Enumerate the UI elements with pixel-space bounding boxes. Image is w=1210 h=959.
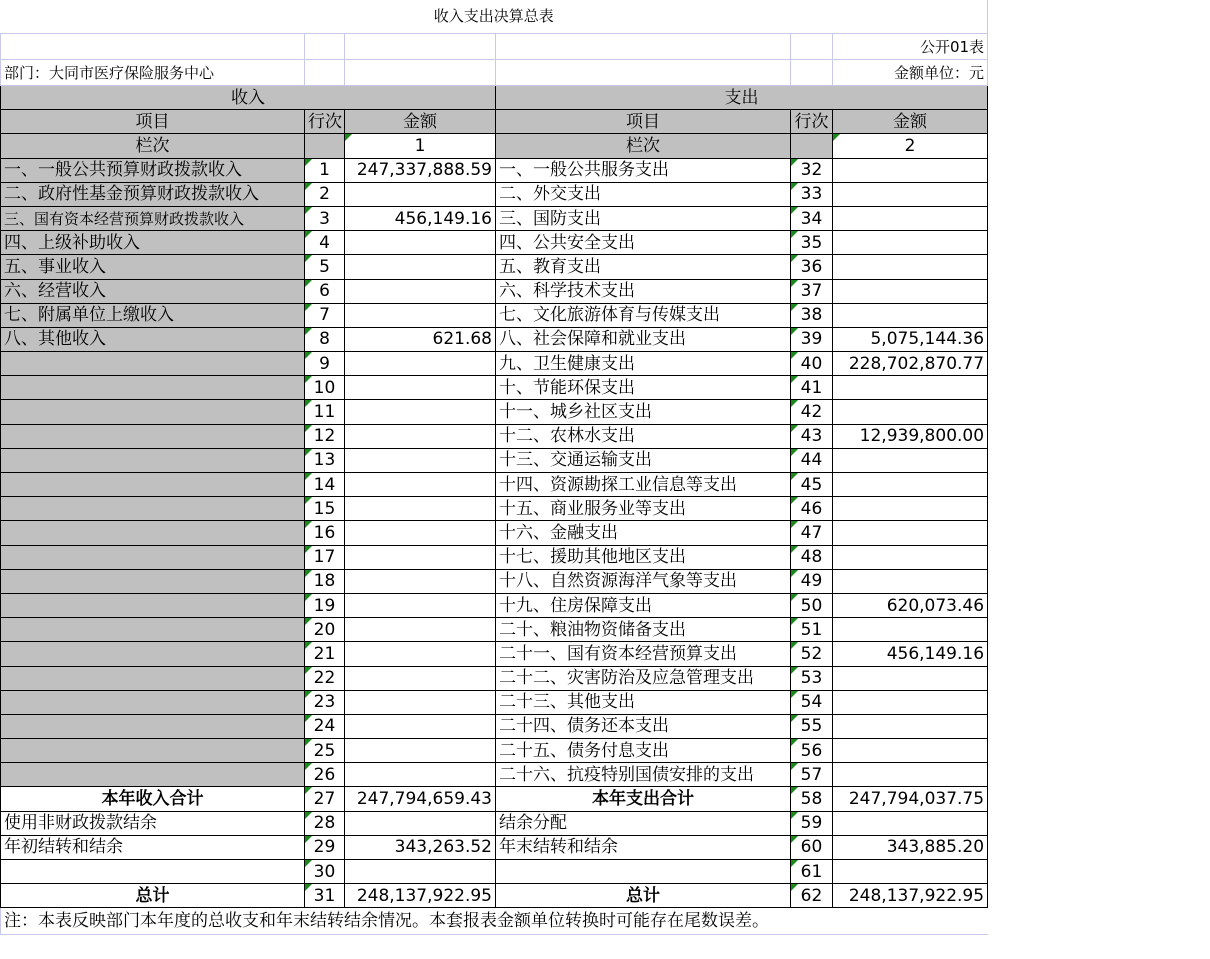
expense-item: 十五、商业服务业等支出	[496, 497, 791, 521]
expense-amount	[833, 497, 988, 521]
income-line: 2	[305, 182, 345, 206]
table-row	[1, 158, 988, 182]
expense-summary-amount	[833, 860, 988, 884]
income-summary-item: 总计	[1, 884, 305, 908]
income-amount	[345, 763, 496, 787]
expense-summary-amount	[833, 811, 988, 835]
expense-amount	[833, 182, 988, 206]
income-amount	[345, 739, 496, 763]
income-amount	[345, 497, 496, 521]
income-summary-amount	[345, 860, 496, 884]
expense-summary-line: 58	[791, 787, 833, 811]
income-item	[1, 569, 305, 593]
income-summary-item: 本年收入合计	[1, 787, 305, 811]
income-item	[1, 618, 305, 642]
income-line: 20	[305, 618, 345, 642]
page-title: 收入支出决算总表	[1, 0, 988, 34]
expense-line: 48	[791, 545, 833, 569]
table-row	[1, 182, 988, 206]
expense-item: 九、卫生健康支出	[496, 352, 791, 376]
income-item	[1, 400, 305, 424]
expense-lanci-label: 栏次	[496, 134, 791, 158]
expense-item: 二十四、债务还本支出	[496, 714, 791, 738]
income-amount	[345, 231, 496, 255]
expense-amount: 456,149.16	[833, 642, 988, 666]
expense-amount	[833, 376, 988, 400]
income-line: 5	[305, 255, 345, 279]
income-item	[1, 763, 305, 787]
expense-amount	[833, 279, 988, 303]
expense-summary-line: 59	[791, 811, 833, 835]
income-summary-amount	[345, 811, 496, 835]
expense-item: 三、国防支出	[496, 206, 791, 230]
income-amount	[345, 400, 496, 424]
expense-amount: 620,073.46	[833, 593, 988, 617]
income-item	[1, 714, 305, 738]
department-label: 部门：大同市医疗保险服务中心	[1, 60, 305, 86]
income-line: 23	[305, 690, 345, 714]
income-summary-item: 使用非财政拨款结余	[1, 811, 305, 835]
income-item: 六、经营收入	[1, 279, 305, 303]
expense-amount	[833, 303, 988, 327]
income-line: 3	[305, 206, 345, 230]
expense-amount	[833, 739, 988, 763]
income-item	[1, 448, 305, 472]
income-summary-amount: 247,794,659.43	[345, 787, 496, 811]
income-line: 10	[305, 376, 345, 400]
table-row	[1, 231, 988, 255]
income-lanci-label: 栏次	[1, 134, 305, 158]
expense-summary-item: 本年支出合计	[496, 787, 791, 811]
expense-item: 二十、粮油物资储备支出	[496, 618, 791, 642]
income-line: 6	[305, 279, 345, 303]
income-item: 五、事业收入	[1, 255, 305, 279]
income-item	[1, 497, 305, 521]
income-summary-item	[1, 860, 305, 884]
expense-item: 十四、资源勘探工业信息等支出	[496, 473, 791, 497]
table-row	[1, 714, 988, 738]
expense-item: 十九、住房保障支出	[496, 593, 791, 617]
expense-item: 十一、城乡社区支出	[496, 400, 791, 424]
table-row	[1, 739, 988, 763]
income-amount	[345, 690, 496, 714]
income-line: 15	[305, 497, 345, 521]
income-line: 8	[305, 327, 345, 351]
expense-item: 六、科学技术支出	[496, 279, 791, 303]
expense-summary-amount: 343,885.20	[833, 835, 988, 859]
income-line: 9	[305, 352, 345, 376]
expense-line: 43	[791, 424, 833, 448]
summary-row	[1, 787, 988, 811]
expense-summary-line: 60	[791, 835, 833, 859]
income-amount	[345, 352, 496, 376]
expense-item: 十八、自然资源海洋气象等支出	[496, 569, 791, 593]
expense-amount-header: 金额	[833, 110, 988, 134]
income-line: 7	[305, 303, 345, 327]
income-item: 三、国有资本经营预算财政拨款收入	[1, 206, 305, 230]
income-item	[1, 739, 305, 763]
expense-line: 39	[791, 327, 833, 351]
summary-row	[1, 811, 988, 835]
expense-item: 二十六、抗疫特别国债安排的支出	[496, 763, 791, 787]
income-amount	[345, 473, 496, 497]
expense-amount	[833, 255, 988, 279]
expense-line: 41	[791, 376, 833, 400]
income-item: 八、其他收入	[1, 327, 305, 351]
income-summary-line: 27	[305, 787, 345, 811]
expense-lanci-no: 2	[833, 134, 988, 158]
income-summary-line: 31	[305, 884, 345, 908]
expense-item-header: 项目	[496, 110, 791, 134]
income-item: 二、政府性基金预算财政拨款收入	[1, 182, 305, 206]
table-row	[1, 545, 988, 569]
expense-line: 44	[791, 448, 833, 472]
income-amount	[345, 618, 496, 642]
expense-line: 40	[791, 352, 833, 376]
expense-summary-item: 总计	[496, 884, 791, 908]
expense-line: 57	[791, 763, 833, 787]
table-row	[1, 763, 988, 787]
expense-line: 36	[791, 255, 833, 279]
expense-line: 52	[791, 642, 833, 666]
table-row	[1, 618, 988, 642]
expense-amount	[833, 618, 988, 642]
income-item: 一、一般公共预算财政拨款收入	[1, 158, 305, 182]
expense-summary-line: 61	[791, 860, 833, 884]
expense-item: 五、教育支出	[496, 255, 791, 279]
expense-line: 46	[791, 497, 833, 521]
table-row	[1, 376, 988, 400]
expense-item: 十二、农林水支出	[496, 424, 791, 448]
table-row	[1, 424, 988, 448]
expense-line: 35	[791, 231, 833, 255]
expense-line: 56	[791, 739, 833, 763]
income-line: 22	[305, 666, 345, 690]
expense-summary-amount: 248,137,922.95	[833, 884, 988, 908]
expense-line: 49	[791, 569, 833, 593]
income-summary-line: 28	[305, 811, 345, 835]
income-line: 21	[305, 642, 345, 666]
table-row	[1, 303, 988, 327]
income-line: 13	[305, 448, 345, 472]
unit-label: 金额单位：元	[833, 60, 988, 86]
income-line: 18	[305, 569, 345, 593]
expense-line: 38	[791, 303, 833, 327]
expense-line: 47	[791, 521, 833, 545]
expense-line: 55	[791, 714, 833, 738]
income-item	[1, 690, 305, 714]
expense-amount	[833, 545, 988, 569]
income-amount-header: 金额	[345, 110, 496, 134]
table-row	[1, 593, 988, 617]
expense-amount	[833, 569, 988, 593]
expense-line: 37	[791, 279, 833, 303]
income-amount	[345, 569, 496, 593]
expense-line: 32	[791, 158, 833, 182]
expense-header: 支出	[496, 86, 988, 110]
income-line: 16	[305, 521, 345, 545]
income-amount	[345, 521, 496, 545]
income-line-header: 行次	[305, 110, 345, 134]
expense-item: 二十五、债务付息支出	[496, 739, 791, 763]
income-amount	[345, 182, 496, 206]
income-summary-amount: 248,137,922.95	[345, 884, 496, 908]
table-row	[1, 448, 988, 472]
expense-item: 一、一般公共服务支出	[496, 158, 791, 182]
expense-item: 二十三、其他支出	[496, 690, 791, 714]
form-code: 公开01表	[833, 34, 988, 60]
income-line: 11	[305, 400, 345, 424]
income-item	[1, 666, 305, 690]
income-amount: 456,149.16	[345, 206, 496, 230]
table-row	[1, 473, 988, 497]
expense-item: 二十二、灾害防治及应急管理支出	[496, 666, 791, 690]
summary-row	[1, 835, 988, 859]
expense-item: 十三、交通运输支出	[496, 448, 791, 472]
expense-summary-item	[496, 860, 791, 884]
income-summary-amount: 343,263.52	[345, 835, 496, 859]
expense-amount	[833, 763, 988, 787]
income-line: 14	[305, 473, 345, 497]
expense-item: 七、文化旅游体育与传媒支出	[496, 303, 791, 327]
income-item	[1, 424, 305, 448]
income-amount	[345, 279, 496, 303]
expense-amount	[833, 206, 988, 230]
table-row	[1, 400, 988, 424]
income-amount	[345, 714, 496, 738]
income-line: 4	[305, 231, 345, 255]
expense-item: 十六、金融支出	[496, 521, 791, 545]
expense-amount	[833, 400, 988, 424]
income-item	[1, 521, 305, 545]
income-header: 收入	[1, 86, 496, 110]
summary-row	[1, 860, 988, 884]
table-row	[1, 666, 988, 690]
expense-line: 34	[791, 206, 833, 230]
income-line: 12	[305, 424, 345, 448]
table-row	[1, 690, 988, 714]
expense-amount	[833, 231, 988, 255]
expense-amount	[833, 690, 988, 714]
expense-item: 四、公共安全支出	[496, 231, 791, 255]
income-item: 七、附属单位上缴收入	[1, 303, 305, 327]
expense-item: 十、节能环保支出	[496, 376, 791, 400]
expense-item: 二十一、国有资本经营预算支出	[496, 642, 791, 666]
income-amount	[345, 448, 496, 472]
table-row	[1, 569, 988, 593]
expense-amount	[833, 666, 988, 690]
expense-amount	[833, 448, 988, 472]
summary-row	[1, 884, 988, 908]
expense-amount	[833, 714, 988, 738]
expense-item: 八、社会保障和就业支出	[496, 327, 791, 351]
table-row	[1, 327, 988, 351]
income-item-header: 项目	[1, 110, 305, 134]
table-row	[1, 279, 988, 303]
footnote: 注：本表反映部门本年度的总收支和年末结转结余情况。本套报表金额单位转换时可能存在尾数误差。	[0, 908, 988, 935]
expense-item: 二、外交支出	[496, 182, 791, 206]
income-line: 19	[305, 593, 345, 617]
expense-line: 53	[791, 666, 833, 690]
table-row	[1, 255, 988, 279]
income-item	[1, 352, 305, 376]
expense-amount: 12,939,800.00	[833, 424, 988, 448]
income-amount	[345, 303, 496, 327]
table-row	[1, 521, 988, 545]
income-line: 17	[305, 545, 345, 569]
income-item	[1, 376, 305, 400]
income-line: 25	[305, 739, 345, 763]
expense-amount	[833, 473, 988, 497]
expense-amount: 228,702,870.77	[833, 352, 988, 376]
expense-summary-item: 年末结转和结余	[496, 835, 791, 859]
income-line: 1	[305, 158, 345, 182]
income-line: 26	[305, 763, 345, 787]
income-line: 24	[305, 714, 345, 738]
expense-summary-line: 62	[791, 884, 833, 908]
income-amount	[345, 642, 496, 666]
expense-line: 45	[791, 473, 833, 497]
table-row	[1, 352, 988, 376]
expense-summary-item: 结余分配	[496, 811, 791, 835]
expense-amount	[833, 521, 988, 545]
income-summary-item: 年初结转和结余	[1, 835, 305, 859]
income-amount	[345, 376, 496, 400]
expense-line: 42	[791, 400, 833, 424]
income-item	[1, 642, 305, 666]
income-item: 四、上级补助收入	[1, 231, 305, 255]
expense-line: 54	[791, 690, 833, 714]
expense-line: 33	[791, 182, 833, 206]
income-summary-line: 30	[305, 860, 345, 884]
income-item	[1, 593, 305, 617]
income-amount: 621.68	[345, 327, 496, 351]
income-summary-line: 29	[305, 835, 345, 859]
expense-line: 51	[791, 618, 833, 642]
expense-summary-amount: 247,794,037.75	[833, 787, 988, 811]
table-row	[1, 642, 988, 666]
income-amount	[345, 424, 496, 448]
income-amount	[345, 593, 496, 617]
expense-line-header: 行次	[791, 110, 833, 134]
expense-line: 50	[791, 593, 833, 617]
income-item	[1, 545, 305, 569]
income-lanci-no: 1	[345, 134, 496, 158]
table-row	[1, 497, 988, 521]
expense-amount: 5,075,144.36	[833, 327, 988, 351]
expense-amount	[833, 158, 988, 182]
table-row	[1, 206, 988, 230]
income-amount	[345, 255, 496, 279]
income-amount	[345, 666, 496, 690]
income-amount	[345, 545, 496, 569]
expense-item: 十七、援助其他地区支出	[496, 545, 791, 569]
income-amount: 247,337,888.59	[345, 158, 496, 182]
income-item	[1, 473, 305, 497]
